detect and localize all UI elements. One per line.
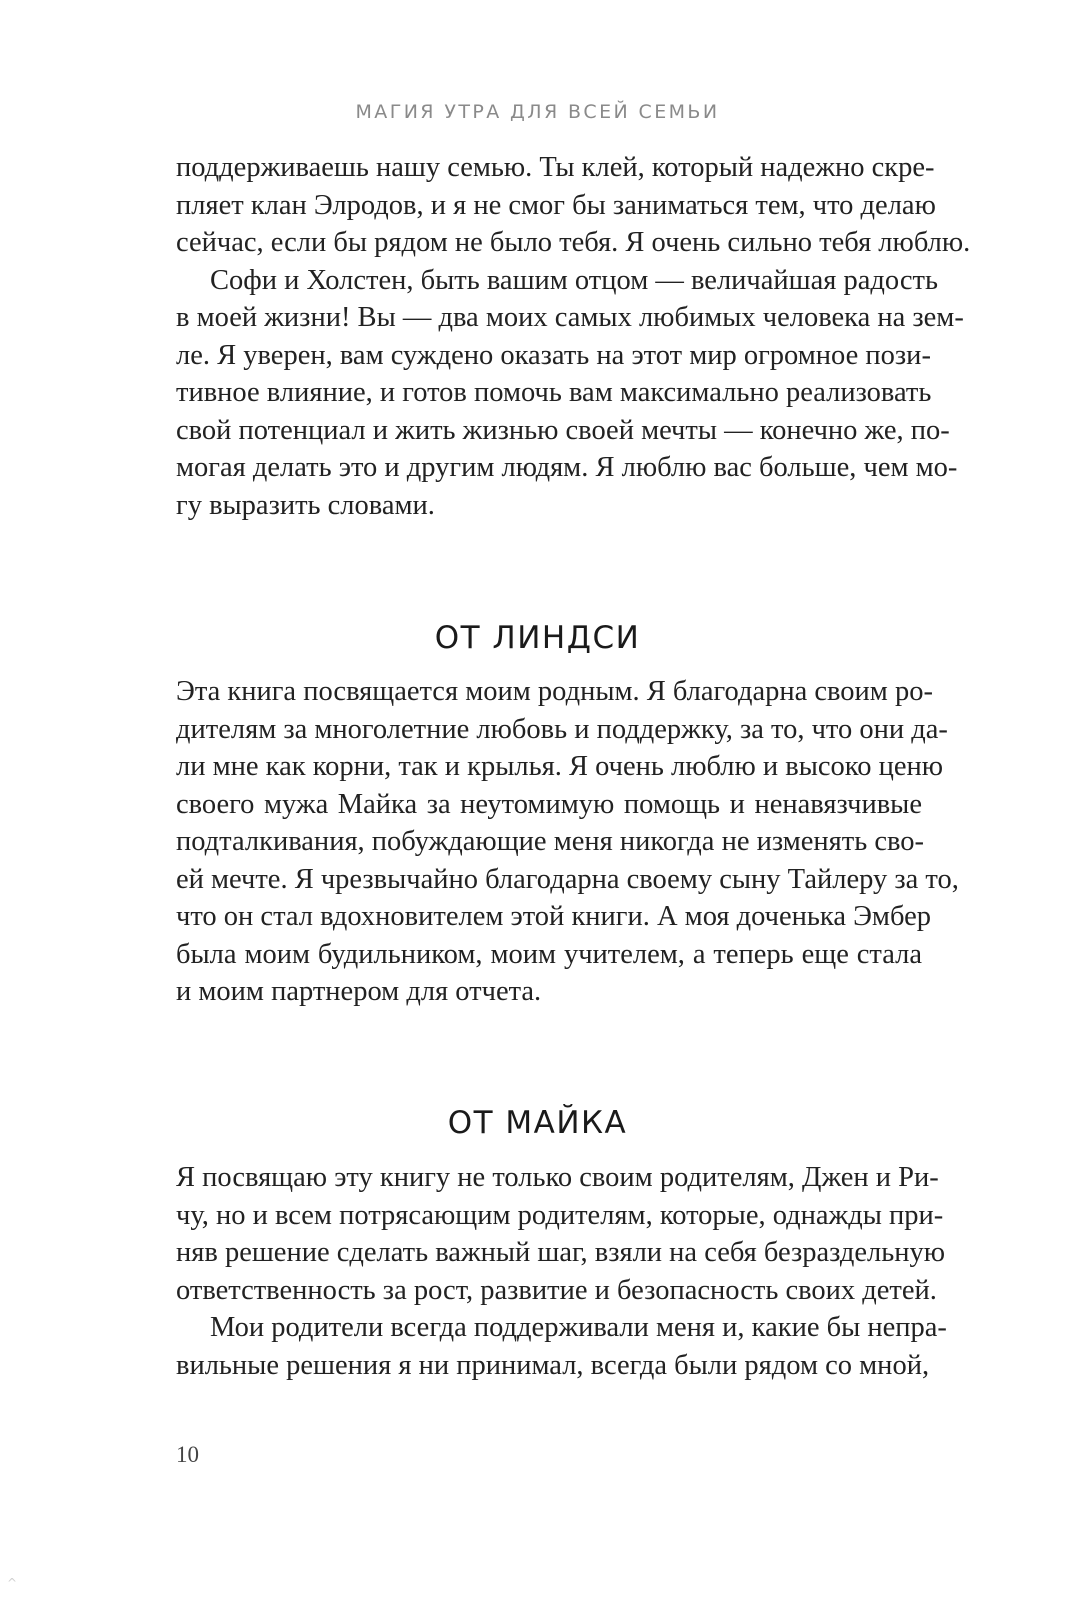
section-heading-lindsey: ОТ ЛИНДСИ: [434, 620, 641, 656]
top-text-block: [176, 149, 971, 524]
text-line: ответственность за рост, развитие и безопасность своих детей.: [176, 1274, 937, 1306]
lindsey-text-block: [176, 673, 959, 1011]
page-number: 10: [176, 1442, 199, 1467]
text-line: гу выразить словами.: [176, 489, 435, 521]
text-line: Софи и Холстен, быть вашим отцом — величайшая радость: [210, 264, 938, 296]
text-line: чу, но и всем потрясающим родителям, которые, однажды при-: [176, 1199, 944, 1231]
running-head: МАГИЯ УТРА ДЛЯ ВСЕЙ СЕМЬИ: [355, 101, 720, 123]
text-line: няв решение сделать важный шаг, взяли на себя безраздельную: [176, 1237, 946, 1268]
text-line: ле. Я уверен, вам суждено оказать на этот мир огромное пози-: [176, 339, 931, 371]
text-line: свой потенциал и жить жизнью своей мечты — конечно же, по-: [176, 414, 950, 446]
text-line: в моей жизни! Вы — два моих самых любимых человека на зем-: [176, 302, 964, 333]
text-line: вильные решения я ни принимал, всегда были рядом со мной,: [176, 1349, 930, 1381]
text-line: Я посвящаю эту книгу не только своим родителям, Джен и Ри-: [176, 1162, 939, 1193]
text-line: Мои родители всегда поддерживали меня и, какие бы непра-: [210, 1312, 947, 1343]
text-line: подталкивания, побуждающие меня никогда не изменять сво-: [176, 826, 924, 857]
text-line: сейчас, если бы рядом не было тебя. Я очень сильно тебя люблю.: [176, 227, 971, 258]
mike-text-block: [176, 1159, 947, 1384]
text-line: ей мечте. Я чрезвычайно благодарна своему сыну Тайлеру за то,: [176, 863, 959, 895]
text-line: тивное влияние, и готов помочь вам максимально реализовать: [176, 377, 932, 408]
text-line: Эта книга посвящается моим родным. Я благодарна своим ро-: [176, 676, 933, 707]
text-line: поддерживаешь нашу семью. Ты клей, который надежно скре-: [176, 152, 935, 183]
text-line: и моим партнером для отчета.: [176, 976, 542, 1007]
section-heading-mike: ОТ МАЙКА: [447, 1105, 628, 1141]
text-line: дителям за многолетние любовь и поддержку, за то, что они да-: [176, 713, 948, 745]
text-line: ли мне как корни, так и крылья. Я очень люблю и высоко ценю: [176, 751, 944, 782]
text-line: своего мужа Майка за неутомимую помощь и ненавязчивые: [176, 788, 922, 820]
corner-mark-icon: ^: [7, 1576, 18, 1590]
text-line: была моим будильником, моим учителем, а теперь еще стала: [176, 938, 922, 970]
text-line: что он стал вдохновителем этой книги. А моя доченька Эмбер: [176, 901, 931, 932]
text-line: пляет клан Элродов, и я не смог бы заниматься тем, что делаю: [176, 189, 936, 221]
text-line: могая делать это и другим людям. Я люблю вас больше, чем мо-: [176, 452, 958, 483]
